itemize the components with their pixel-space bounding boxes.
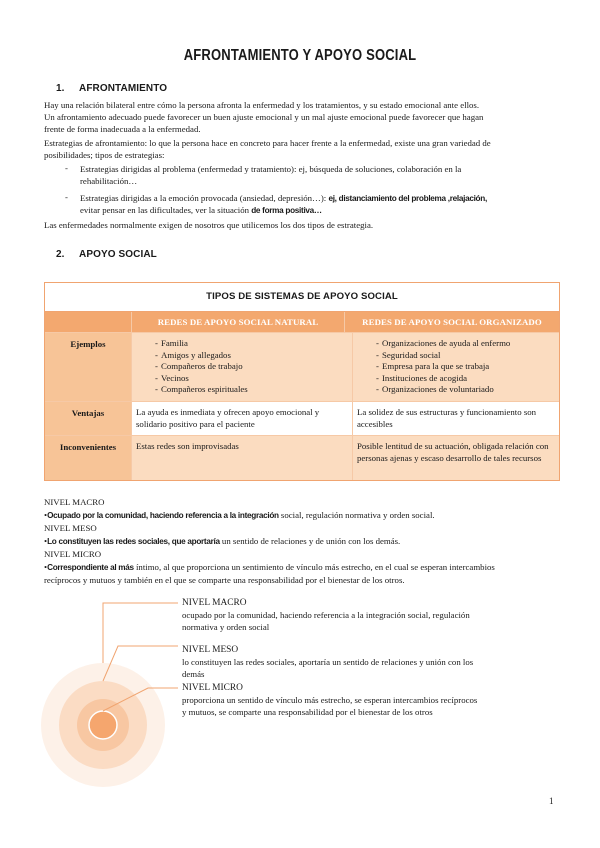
- level-meso-title: NIVEL MESO: [44, 523, 97, 533]
- diagram-macro-desc: normativa y orden social: [182, 622, 270, 632]
- list-dash: -: [65, 192, 68, 202]
- table-header-organized: REDES DE APOYO SOCIAL ORGANIZADO: [344, 312, 559, 332]
- core-circle: [89, 711, 117, 739]
- cell-organized-disadvantages: Posible lentitud de su actuación, obligada relación con personas ajenas y escaso desarrollo de tales recursos: [352, 436, 559, 480]
- row-label-inconvenientes: Inconvenientes: [45, 436, 131, 480]
- support-systems-table: [44, 282, 560, 481]
- section-1-heading: [56, 83, 167, 94]
- list-item: - Instituciones de acogida: [357, 373, 555, 385]
- diagram-micro-title: NIVEL MICRO: [182, 683, 243, 693]
- paragraph-line: Estrategias de afrontamiento: lo que la persona hace en concreto para hacer frente a la enfermedad, existe una gran variedad de: [44, 138, 491, 148]
- section-1-title: AFRONTAMIENTO: [79, 83, 168, 94]
- page-title: AFRONTAMIENTO Y APOYO SOCIAL: [183, 47, 417, 64]
- cell-natural-advantages: La ayuda es inmediata y ofrecen apoyo emocional y solidario positivo para el paciente: [131, 402, 352, 435]
- list-item-line: [80, 204, 322, 217]
- list-item: - Familia: [136, 338, 348, 350]
- table-header-natural: REDES DE APOYO SOCIAL NATURAL: [131, 312, 344, 332]
- section-1-number: 1.: [56, 83, 65, 94]
- list-item: - Vecinos: [136, 373, 348, 385]
- diagram-meso-title: NIVEL MESO: [182, 645, 239, 655]
- natural-examples-list: [136, 338, 348, 396]
- diagram-macro-title: NIVEL MACRO: [182, 598, 247, 608]
- cell-natural-examples: [131, 333, 352, 401]
- level-meso-bold: Lo constituyen las redes sociales, que aportaría: [47, 537, 220, 546]
- level-macro-rest: social, regulación normativa y orden social.: [278, 510, 435, 520]
- list-item: - Compañeros espirituales: [136, 384, 348, 396]
- level-macro-title: NIVEL MACRO: [44, 497, 105, 507]
- cell-organized-examples: [352, 333, 559, 401]
- paragraph-line: Hay una relación bilateral entre cómo la persona afronta la enfermedad y los tratamientos, y su estado emocional ante ellos.: [44, 100, 480, 110]
- section-2-heading: [56, 249, 157, 260]
- paragraph-line: Las enfermedades normalmente exigen de nosotros que utilicemos los dos tipos de estrategia.: [44, 220, 374, 230]
- table-row: [45, 333, 559, 402]
- table-header-row: [45, 312, 559, 333]
- list-item-bold: de forma positiva…: [251, 206, 322, 215]
- list-dash: -: [65, 163, 68, 173]
- table-row: [45, 402, 559, 436]
- diagram-micro-desc: y mutuos, se comparte una responsabilidad por el bienestar de los otros: [182, 707, 433, 717]
- level-micro-text-line2: recíprocos y mutuos y también en el que se comparte una responsabilidad por el bienestar de los otros.: [44, 575, 405, 585]
- table-title: TIPOS DE SISTEMAS DE APOYO SOCIAL: [45, 283, 559, 312]
- list-item: - Compañeros de trabajo: [136, 361, 348, 373]
- level-micro-text: •Correspondiente al más íntimo, al que proporciona un sentimiento de vínculo más estrecho, en el cual se esperan intercambios: [44, 562, 495, 572]
- diagram-meso-desc: demás: [182, 669, 205, 679]
- level-macro-text: •Ocupado por la comunidad, haciendo referencia a la integración social, regulación normativa y orden social.: [44, 510, 435, 520]
- table-row: [45, 436, 559, 480]
- list-item: - Organizaciones de voluntariado: [357, 384, 555, 396]
- list-item-bold: ej, distanciamiento del problema ,relajación,: [328, 194, 487, 203]
- list-item: - Amigos y allegados: [136, 350, 348, 362]
- level-macro-bold: Ocupado por la comunidad, haciendo referencia a la integración: [47, 511, 279, 520]
- paragraph-line: frente de forma inadecuada a la enfermedad.: [44, 124, 201, 134]
- paragraph-line: posibilidades; tipos de estrategias:: [44, 150, 165, 160]
- level-micro-bold: Correspondiente al más: [47, 563, 134, 572]
- level-meso-text: •Lo constituyen las redes sociales, que aportaría un sentido de relaciones y de unión con los demás.: [44, 536, 401, 546]
- section-2-number: 2.: [56, 249, 65, 260]
- diagram-meso-desc: lo constituyen las redes sociales, aportaría un sentido de relaciones y unión con los: [182, 657, 474, 667]
- section-2-title: APOYO SOCIAL: [79, 249, 157, 260]
- level-micro-title: NIVEL MICRO: [44, 549, 102, 559]
- row-label-ejemplos: Ejemplos: [45, 333, 131, 401]
- organized-examples-list: [357, 338, 555, 396]
- list-item: - Seguridad social: [357, 350, 555, 362]
- cell-organized-advantages: La solidez de sus estructuras y funcionamiento son accesibles: [352, 402, 559, 435]
- list-item: - Empresa para la que se trabaja: [357, 361, 555, 373]
- list-item-line: Estrategias dirigidas al problema (enfermedad y tratamiento): ej, búsqueda de soluciones, colaboración en la: [80, 164, 462, 174]
- page-number: 1: [549, 796, 554, 806]
- level-meso-rest: un sentido de relaciones y de unión con los demás.: [219, 536, 401, 546]
- list-item-text: evitar pensar en las dificultades, ver la situación: [80, 205, 252, 215]
- list-item: - Organizaciones de ayuda al enfermo: [357, 338, 555, 350]
- list-item-text: Estrategias dirigidas a la emoción provocada (ansiedad, depresión…):: [80, 193, 329, 203]
- diagram-micro-desc: proporciona un sentido de vínculo más estrecho, se esperan intercambios recíprocos: [182, 695, 478, 705]
- row-label-ventajas: Ventajas: [45, 402, 131, 435]
- table-header-empty: [45, 312, 131, 332]
- list-item-line: rehabilitación…: [80, 176, 138, 186]
- cell-natural-disadvantages: Estas redes son improvisadas: [131, 436, 352, 480]
- diagram-macro-desc: ocupado por la comunidad, haciendo referencia a la integración social, regulación: [182, 610, 470, 620]
- level-micro-rest: íntimo, al que proporciona un sentimiento de vínculo más estrecho, en el cual se esperan intercambios: [133, 562, 495, 572]
- paragraph-line: Un afrontamiento adecuado puede favorecer un buen ajuste emocional y un mal ajuste emocional puede favorecer que hagan: [44, 112, 484, 122]
